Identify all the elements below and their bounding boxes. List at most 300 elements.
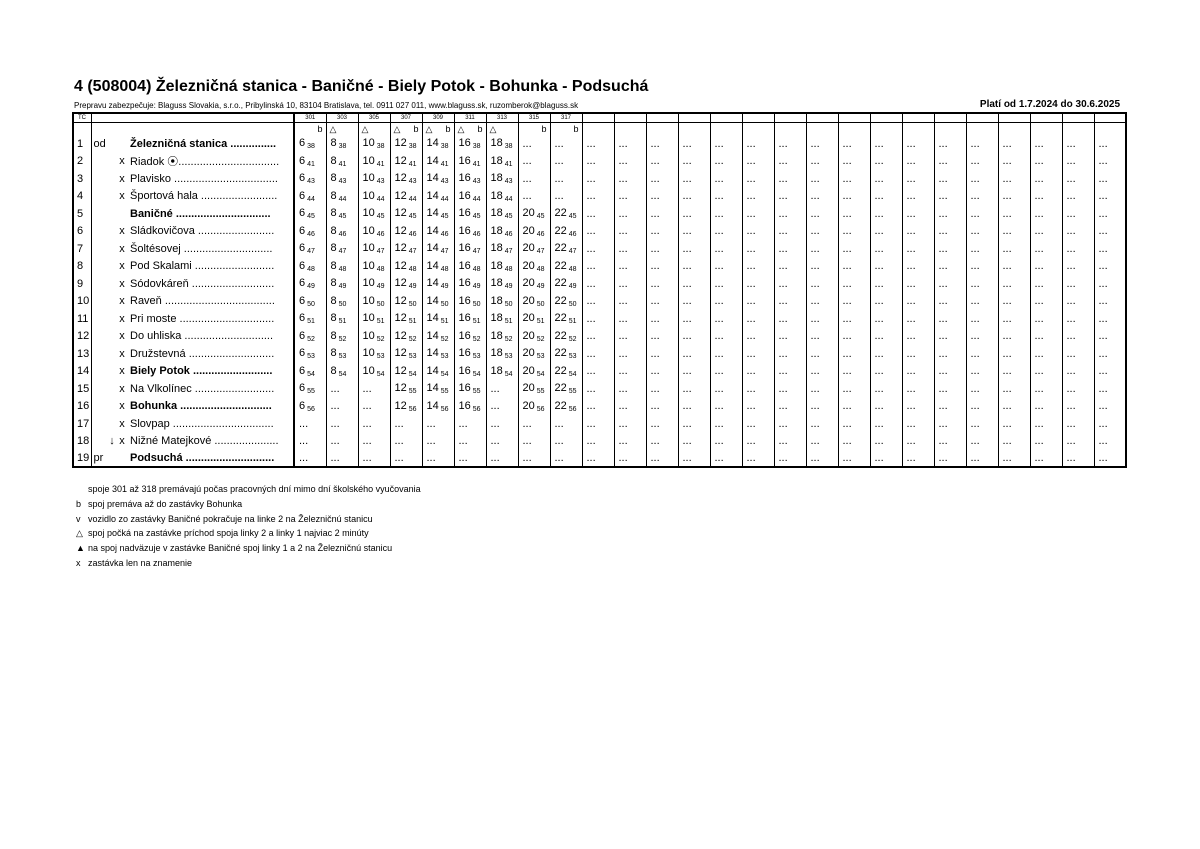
departure-time xyxy=(518,380,550,398)
time-minute: 43 xyxy=(440,178,449,186)
empty-cell: ... xyxy=(582,345,614,363)
time-hour: ... xyxy=(299,452,309,464)
departure-time xyxy=(358,450,390,467)
time-hour: ... xyxy=(490,400,500,413)
time-minute: 43 xyxy=(472,178,481,186)
time-minute: 44 xyxy=(472,195,481,203)
stop-name: Pri moste ............................... xyxy=(128,310,294,328)
time-minute: 48 xyxy=(307,265,315,273)
time-hour: ... xyxy=(330,400,340,413)
request-stop-mark: x xyxy=(119,260,125,273)
footnote-text: spoje 301 až 318 premávajú počas pracovných dní mimo dní školského vyučovania xyxy=(88,484,421,494)
time-minute: 45 xyxy=(504,213,513,221)
trip-symbols xyxy=(422,123,454,136)
empty-cell: ... xyxy=(1030,258,1062,276)
empty-cell: ... xyxy=(1030,240,1062,258)
empty-cell: ... xyxy=(838,223,870,241)
empty-cell: ... xyxy=(806,258,838,276)
empty-cell: ... xyxy=(742,398,774,416)
departure-time xyxy=(422,328,454,346)
departure-time xyxy=(518,310,550,328)
stop-name: Baničné ............................... xyxy=(128,205,294,223)
empty-cell: ... xyxy=(934,135,966,153)
empty-cell: ... xyxy=(1062,205,1094,223)
direction-arrow xyxy=(108,293,116,311)
empty-cell: ... xyxy=(1098,295,1108,308)
time-hour: ... xyxy=(362,435,372,448)
direction-arrow xyxy=(108,450,116,467)
direction-arrow xyxy=(108,380,116,398)
empty-cell: ... xyxy=(646,205,678,223)
empty-cell: ... xyxy=(1098,452,1108,464)
departure-time xyxy=(422,450,454,467)
time-minute: 43 xyxy=(376,178,385,186)
time-minute: 45 xyxy=(307,213,315,221)
empty-cell: ... xyxy=(1030,310,1062,328)
empty-cell: ... xyxy=(774,415,806,433)
departure-time xyxy=(294,328,326,346)
time-minute: 41 xyxy=(472,160,481,168)
empty-trip-number xyxy=(902,113,934,123)
stop-number: 13 xyxy=(73,345,91,363)
direction-arrow xyxy=(108,310,116,328)
trip-symbols xyxy=(838,123,870,136)
empty-cell: ... xyxy=(646,153,678,171)
empty-cell: ... xyxy=(1030,328,1062,346)
trip-symbols xyxy=(454,123,486,136)
time-minute: 46 xyxy=(536,230,545,238)
time-hour: ... xyxy=(490,417,500,430)
time-hour: 6 xyxy=(299,364,306,377)
time-minute: 45 xyxy=(440,213,449,221)
time-minute: 47 xyxy=(408,248,417,256)
empty-cell: ... xyxy=(742,170,774,188)
time-hour: ... xyxy=(426,417,436,430)
empty-cell: ... xyxy=(582,380,614,398)
time-minute: 55 xyxy=(536,388,545,396)
time-minute: 50 xyxy=(504,300,513,308)
empty-cell: ... xyxy=(1098,417,1108,430)
empty-cell: ... xyxy=(774,170,806,188)
time-hour: 14 xyxy=(426,364,439,377)
time-hour: 6 xyxy=(299,137,306,150)
time-hour: 8 xyxy=(330,312,337,325)
header-spacer xyxy=(91,113,294,123)
empty-cell: ... xyxy=(582,363,614,381)
trip-symbols xyxy=(646,123,678,136)
trip-symbols xyxy=(934,123,966,136)
time-hour: 8 xyxy=(330,137,337,150)
time-hour: 12 xyxy=(394,224,407,237)
trip-symbols xyxy=(390,123,422,136)
departure-time xyxy=(550,205,582,223)
departure-time xyxy=(358,275,390,293)
stop-row xyxy=(73,310,1126,328)
time-minute: 48 xyxy=(536,265,545,273)
departure-time xyxy=(358,170,390,188)
empty-cell: ... xyxy=(806,170,838,188)
time-hour: ... xyxy=(330,417,340,430)
time-minute: 41 xyxy=(440,160,449,168)
empty-cell: ... xyxy=(742,433,774,451)
empty-cell: ... xyxy=(902,310,934,328)
time-hour: 22 xyxy=(554,242,567,255)
travel-direction xyxy=(91,275,108,293)
empty-cell: ... xyxy=(582,170,614,188)
time-hour: 16 xyxy=(458,399,471,412)
time-minute: 47 xyxy=(440,248,449,256)
departure-time xyxy=(550,170,582,188)
request-stop-mark: x xyxy=(119,400,125,413)
time-hour: 22 xyxy=(554,224,567,237)
time-hour: 16 xyxy=(458,154,471,167)
empty-cell: ... xyxy=(806,293,838,311)
empty-cell: ... xyxy=(646,433,678,451)
departure-time xyxy=(294,433,326,451)
departure-time xyxy=(294,380,326,398)
time-minute: 53 xyxy=(536,353,545,361)
empty-cell: ... xyxy=(710,275,742,293)
empty-cell: ... xyxy=(678,153,710,171)
empty-cell: ... xyxy=(998,135,1030,153)
time-minute: 47 xyxy=(472,248,481,256)
time-minute: 56 xyxy=(568,405,577,413)
empty-cell: ... xyxy=(774,345,806,363)
departure-time xyxy=(422,275,454,293)
time-minute: 47 xyxy=(376,248,385,256)
empty-cell: ... xyxy=(742,363,774,381)
empty-cell: ... xyxy=(806,240,838,258)
time-minute: 54 xyxy=(568,370,577,378)
time-hour: 16 xyxy=(458,277,471,290)
empty-cell: ... xyxy=(1062,328,1094,346)
trip-symbols xyxy=(358,123,390,136)
departure-time xyxy=(518,188,550,206)
time-minute: 49 xyxy=(440,283,449,291)
empty-cell: ... xyxy=(646,363,678,381)
trip-symbols xyxy=(326,123,358,136)
trip-symbols xyxy=(550,123,582,136)
trip-symbols xyxy=(518,123,550,136)
time-hour: 22 xyxy=(554,277,567,290)
time-minute: 48 xyxy=(338,265,347,273)
empty-cell: ... xyxy=(998,205,1030,223)
empty-cell: ... xyxy=(838,345,870,363)
time-minute: 50 xyxy=(338,300,347,308)
empty-cell: ... xyxy=(1062,240,1094,258)
empty-trip-number xyxy=(1062,113,1094,123)
trip-symbols xyxy=(998,123,1030,136)
stop-number: 4 xyxy=(73,188,91,206)
stop-name: Do uhliska ............................. xyxy=(128,328,294,346)
footnote xyxy=(76,497,421,512)
stop-row xyxy=(73,450,1126,467)
departure-time xyxy=(486,450,518,467)
stop-row xyxy=(73,188,1126,206)
departure-time xyxy=(358,380,390,398)
departure-time xyxy=(294,135,326,153)
stop-number: 1 xyxy=(73,135,91,153)
direction-arrow xyxy=(108,398,116,416)
trip-symbols xyxy=(1062,123,1094,136)
departure-time xyxy=(422,293,454,311)
departure-time xyxy=(422,345,454,363)
time-hour: ... xyxy=(458,417,468,430)
empty-cell: ... xyxy=(582,258,614,276)
empty-cell: ... xyxy=(902,415,934,433)
empty-cell: ... xyxy=(934,415,966,433)
empty-cell: ... xyxy=(678,223,710,241)
time-hour: 10 xyxy=(362,172,375,185)
trip-symbols xyxy=(966,123,998,136)
departure-time xyxy=(326,275,358,293)
departure-time xyxy=(422,205,454,223)
time-minute: 49 xyxy=(504,283,513,291)
empty-cell: ... xyxy=(1062,345,1094,363)
departure-time xyxy=(326,450,358,467)
request-stop-mark: x xyxy=(119,225,125,238)
request-stop-mark: x xyxy=(119,155,125,168)
time-hour: 16 xyxy=(458,364,471,377)
time-hour: 14 xyxy=(426,154,439,167)
stop-name: Nižné Matejkové ..................... xyxy=(128,433,294,451)
empty-cell: ... xyxy=(742,275,774,293)
time-minute: 53 xyxy=(338,353,347,361)
direction-arrow xyxy=(108,135,116,153)
empty-cell: ... xyxy=(710,223,742,241)
stop-name: Sódovkáreň ........................... xyxy=(128,275,294,293)
empty-cell: ... xyxy=(870,433,902,451)
departure-time xyxy=(454,450,486,467)
departure-time xyxy=(326,205,358,223)
empty-cell: ... xyxy=(614,380,646,398)
time-hour: 8 xyxy=(330,207,337,220)
departure-time xyxy=(550,363,582,381)
empty-cell: ... xyxy=(838,153,870,171)
empty-trip-number xyxy=(710,113,742,123)
departure-time xyxy=(518,328,550,346)
empty-cell: ... xyxy=(934,240,966,258)
departure-time xyxy=(422,310,454,328)
departure-time xyxy=(422,380,454,398)
trip-symbols xyxy=(294,123,326,136)
stop-row xyxy=(73,223,1126,241)
time-minute: 51 xyxy=(338,318,347,326)
empty-cell: ... xyxy=(582,310,614,328)
time-minute: 47 xyxy=(307,248,315,256)
empty-cell: ... xyxy=(838,310,870,328)
time-hour: 6 xyxy=(299,312,306,325)
travel-direction xyxy=(91,223,108,241)
empty-cell: ... xyxy=(646,223,678,241)
footnote-text: spoj počká na zastávke príchod spoja linky 2 a linky 1 najviac 2 minúty xyxy=(88,528,369,539)
stop-number: 14 xyxy=(73,363,91,381)
trip-symbols xyxy=(614,123,646,136)
trip-symbols xyxy=(710,123,742,136)
departure-time xyxy=(326,363,358,381)
travel-direction xyxy=(91,415,108,433)
trip-symbols xyxy=(678,123,710,136)
empty-cell: ... xyxy=(902,258,934,276)
travel-direction xyxy=(91,328,108,346)
departure-time xyxy=(326,293,358,311)
empty-cell: ... xyxy=(742,240,774,258)
time-minute: 55 xyxy=(307,388,315,396)
time-hour: 10 xyxy=(362,259,375,272)
trip-number: 309 xyxy=(422,113,454,123)
time-hour: 6 xyxy=(299,382,306,395)
time-minute: 47 xyxy=(568,248,577,256)
time-minute: 53 xyxy=(472,353,481,361)
stop-number: 10 xyxy=(73,293,91,311)
departure-time xyxy=(486,153,518,171)
time-hour: 8 xyxy=(330,224,337,237)
empty-cell: ... xyxy=(614,170,646,188)
empty-cell: ... xyxy=(902,240,934,258)
empty-cell: ... xyxy=(1098,137,1108,150)
time-hour: 16 xyxy=(458,137,471,150)
departure-time xyxy=(390,380,422,398)
departure-time xyxy=(486,170,518,188)
time-minute: 51 xyxy=(504,318,513,326)
time-hour: 18 xyxy=(490,189,503,202)
direction-arrow xyxy=(108,345,116,363)
time-hour: ... xyxy=(522,172,532,185)
empty-cell: ... xyxy=(1098,365,1108,378)
time-hour: 6 xyxy=(299,172,306,185)
departure-time xyxy=(486,240,518,258)
departure-time xyxy=(326,328,358,346)
time-hour: 16 xyxy=(458,259,471,272)
empty-cell: ... xyxy=(646,345,678,363)
time-minute: 53 xyxy=(307,353,315,361)
trip-number: 307 xyxy=(390,113,422,123)
time-hour: 12 xyxy=(394,312,407,325)
time-minute: 51 xyxy=(376,318,385,326)
travel-direction xyxy=(91,153,108,171)
empty-cell: ... xyxy=(774,433,806,451)
time-minute: 45 xyxy=(338,213,347,221)
footnote-text: na spoj nadväzuje v zastávke Baničné spoj linky 1 a 2 na Železničnú stanicu xyxy=(88,543,393,554)
travel-direction xyxy=(91,170,108,188)
departure-time xyxy=(550,450,582,467)
time-hour: 20 xyxy=(522,382,535,395)
time-hour: 20 xyxy=(522,312,535,325)
time-minute: 56 xyxy=(536,405,545,413)
time-minute: 54 xyxy=(536,370,545,378)
empty-cell: ... xyxy=(678,310,710,328)
empty-cell: ... xyxy=(1030,450,1062,467)
request-stop-mark: x xyxy=(119,172,125,185)
empty-cell: ... xyxy=(806,415,838,433)
empty-cell: ... xyxy=(870,275,902,293)
empty-cell: ... xyxy=(902,275,934,293)
time-hour: ... xyxy=(299,417,309,430)
request-stop-mark: x xyxy=(119,417,125,430)
empty-cell: ... xyxy=(966,135,998,153)
time-hour: 18 xyxy=(490,294,503,307)
departure-time xyxy=(422,398,454,416)
time-minute: 56 xyxy=(307,405,315,413)
time-minute: 53 xyxy=(376,353,385,361)
departure-time xyxy=(454,380,486,398)
time-minute: 46 xyxy=(376,230,385,238)
stop-number: 15 xyxy=(73,380,91,398)
time-hour: 22 xyxy=(554,347,567,360)
time-hour: ... xyxy=(522,452,532,464)
time-minute: 44 xyxy=(504,195,513,203)
empty-cell: ... xyxy=(582,223,614,241)
time-hour: 16 xyxy=(458,224,471,237)
time-hour: 8 xyxy=(330,364,337,377)
footnote xyxy=(76,541,421,556)
empty-cell: ... xyxy=(774,205,806,223)
time-hour: 16 xyxy=(458,294,471,307)
time-minute: 45 xyxy=(376,213,385,221)
footnotes xyxy=(76,482,421,571)
departure-time xyxy=(294,240,326,258)
empty-cell: ... xyxy=(966,240,998,258)
time-hour: 6 xyxy=(299,329,306,342)
empty-cell: ... xyxy=(678,363,710,381)
wait-symbol: △ xyxy=(361,124,369,134)
departure-time xyxy=(454,205,486,223)
time-minute: 44 xyxy=(307,195,315,203)
empty-cell: ... xyxy=(1030,275,1062,293)
empty-cell: ... xyxy=(870,170,902,188)
time-minute: 51 xyxy=(536,318,545,326)
empty-cell: ... xyxy=(934,258,966,276)
time-minute: 38 xyxy=(408,143,417,151)
departure-time xyxy=(358,258,390,276)
empty-cell: ... xyxy=(998,170,1030,188)
departure-time xyxy=(358,310,390,328)
departure-time xyxy=(358,415,390,433)
departure-time xyxy=(518,153,550,171)
departure-time xyxy=(422,223,454,241)
trip-symbols xyxy=(582,123,614,136)
empty-cell: ... xyxy=(614,205,646,223)
time-minute: 44 xyxy=(408,195,417,203)
empty-cell: ... xyxy=(774,328,806,346)
departure-time xyxy=(294,310,326,328)
empty-cell: ... xyxy=(998,415,1030,433)
request-stop-mark xyxy=(116,205,128,223)
stop-name: Šoltésovej ............................. xyxy=(128,240,294,258)
departure-time xyxy=(454,293,486,311)
travel-direction: od xyxy=(93,137,106,150)
departure-time xyxy=(294,363,326,381)
empty-cell: ... xyxy=(742,380,774,398)
departure-time xyxy=(454,258,486,276)
departure-time xyxy=(390,240,422,258)
empty-cell: ... xyxy=(902,223,934,241)
departure-time xyxy=(358,135,390,153)
stop-number: 16 xyxy=(73,398,91,416)
departure-time xyxy=(454,188,486,206)
departure-time xyxy=(422,433,454,451)
time-hour: 18 xyxy=(490,364,503,377)
stop-name: Športová hala ......................... xyxy=(128,188,294,206)
time-hour: 14 xyxy=(426,382,439,395)
empty-cell: ... xyxy=(678,345,710,363)
time-minute: 55 xyxy=(440,388,449,396)
departure-time xyxy=(550,153,582,171)
time-minute: 52 xyxy=(568,335,577,343)
wait-symbol: △ xyxy=(329,124,337,134)
departure-time xyxy=(326,188,358,206)
time-hour: 16 xyxy=(458,242,471,255)
